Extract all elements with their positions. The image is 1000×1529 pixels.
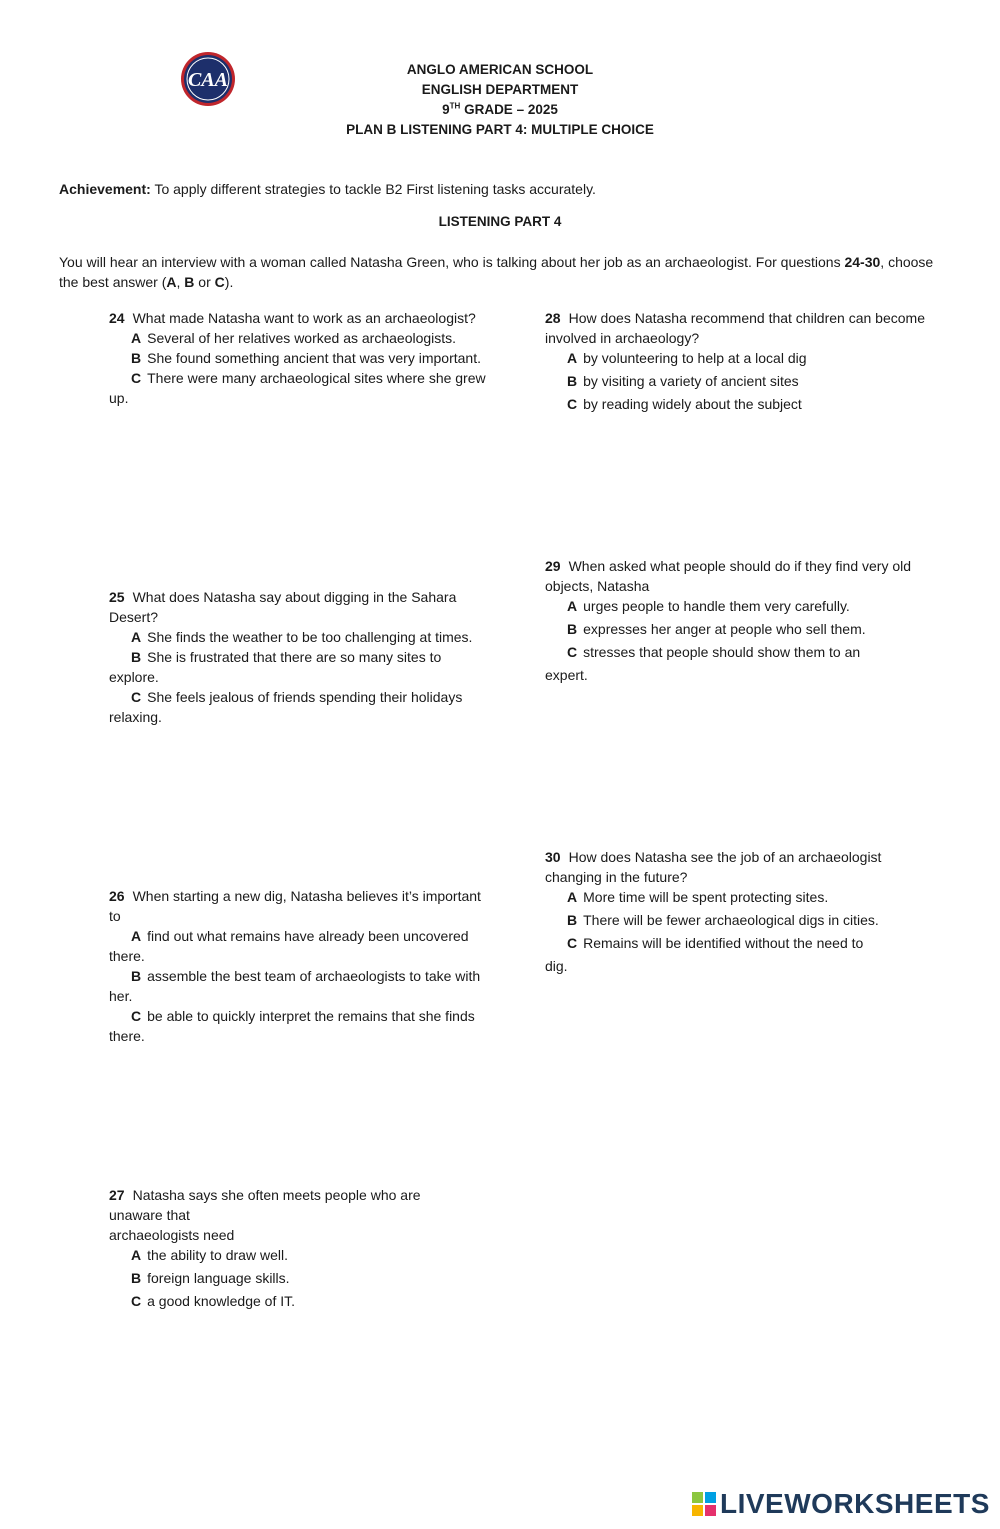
question-24: 24 What made Natasha want to work as an archaeologist? A Several of her relatives worked as archaeologists. B She found something ancient that was very important. C There were many archaeological sites where she grew up. [109, 308, 494, 408]
option-b[interactable]: B There will be fewer archaeological digs in cities. [567, 912, 879, 928]
option-b[interactable]: B assemble the best team of archaeologists to take with her. [109, 968, 481, 1004]
question-29: 29 When asked what people should do if they find very old objects, Natasha A urges people to handle them very carefully. B expresses her anger at people who sell them. C stresses that people should show them to an expert. [545, 556, 930, 685]
question-28: 28 How does Natasha recommend that children can become involved in archaeology? A by volunteering to help at a local dig B by visiting a variety of ancient sites C by reading widely about the subject [545, 308, 930, 414]
question-27: 27 Natasha says she often meets people who are unaware that archaeologists need A the ability to draw well. B foreign language skills. C a good knowledge of IT. [109, 1185, 469, 1311]
option-b[interactable]: B by visiting a variety of ancient sites [567, 373, 799, 389]
option-c[interactable]: C by reading widely about the subject [567, 396, 802, 412]
achievement-text: To apply different strategies to tackle B2 First listening tasks accurately. [150, 181, 596, 197]
question-26: 26 When starting a new dig, Natasha believes it’s important to A find out what remains have already been uncovered there. B assemble the best team of archaeologists to take with her. C be able to quickly interpret the remains that she finds there. [109, 886, 494, 1046]
option-a[interactable]: A find out what remains have already been uncovered there. [109, 928, 469, 964]
liveworksheets-text: LIVEWORKSHEETS [720, 1488, 990, 1519]
option-b[interactable]: B She found something ancient that was very important. [131, 350, 481, 366]
option-a[interactable]: A urges people to handle them very carefully. [567, 598, 850, 614]
option-b[interactable]: B expresses her anger at people who sell them. [567, 621, 866, 637]
liveworksheets-logo-icon [692, 1492, 716, 1516]
option-c[interactable]: C stresses that people should show them to an [567, 644, 861, 660]
grade-line: 9TH GRADE – 2025 [442, 101, 558, 117]
option-c[interactable]: C She feels jealous of friends spending their holidays relaxing. [109, 689, 463, 725]
document-header [0, 60, 1000, 140]
option-b[interactable]: B foreign language skills. [131, 1270, 290, 1286]
achievement [59, 179, 959, 199]
option-a[interactable]: A by volunteering to help at a local dig [567, 350, 807, 366]
option-b[interactable]: B She is frustrated that there are so many sites to explore. [109, 649, 442, 685]
option-a[interactable]: A She finds the weather to be too challenging at times. [131, 629, 473, 645]
liveworksheets-watermark [692, 1487, 990, 1521]
option-c-continued: expert. [545, 667, 588, 683]
option-c[interactable]: C be able to quickly interpret the remains that she finds there. [109, 1008, 475, 1044]
option-c[interactable]: C There were many archaeological sites where she grew up. [109, 370, 486, 406]
option-a[interactable]: A Several of her relatives worked as archaeologists. [131, 330, 457, 346]
logo-text: CAA [187, 69, 229, 91]
department-name: ENGLISH DEPARTMENT [421, 82, 579, 97]
school-name: ANGLO AMERICAN SCHOOL [406, 62, 594, 77]
question-30: 30 How does Natasha see the job of an archaeologist changing in the future? A More time will be spent protecting sites. B There will be fewer archaeological digs in cities. C Remains will be identified without the need to dig. [545, 847, 930, 976]
option-c-continued: dig. [545, 958, 568, 974]
option-c[interactable]: C a good knowledge of IT. [131, 1293, 296, 1309]
instructions: You will hear an interview with a woman called Natasha Green, who is talking about her job as an archaeologist. For questions 24-30, choose the best answer (A, B or C). [59, 254, 934, 290]
question-25: 25 What does Natasha say about digging in the Sahara Desert? A She finds the weather to be too challenging at times. B She is frustrated that there are so many sites to explore. C She feels jealous of friends spending their holidays relaxing. [109, 587, 494, 727]
option-a[interactable]: A the ability to draw well. [131, 1247, 288, 1263]
option-a[interactable]: A More time will be spent protecting sites. [567, 889, 829, 905]
section-title: LISTENING PART 4 [438, 214, 562, 229]
option-c[interactable]: C Remains will be identified without the need to [567, 935, 864, 951]
achievement-label: Achievement: [59, 181, 151, 197]
plan-title: PLAN B LISTENING PART 4: MULTIPLE CHOICE [346, 122, 654, 137]
